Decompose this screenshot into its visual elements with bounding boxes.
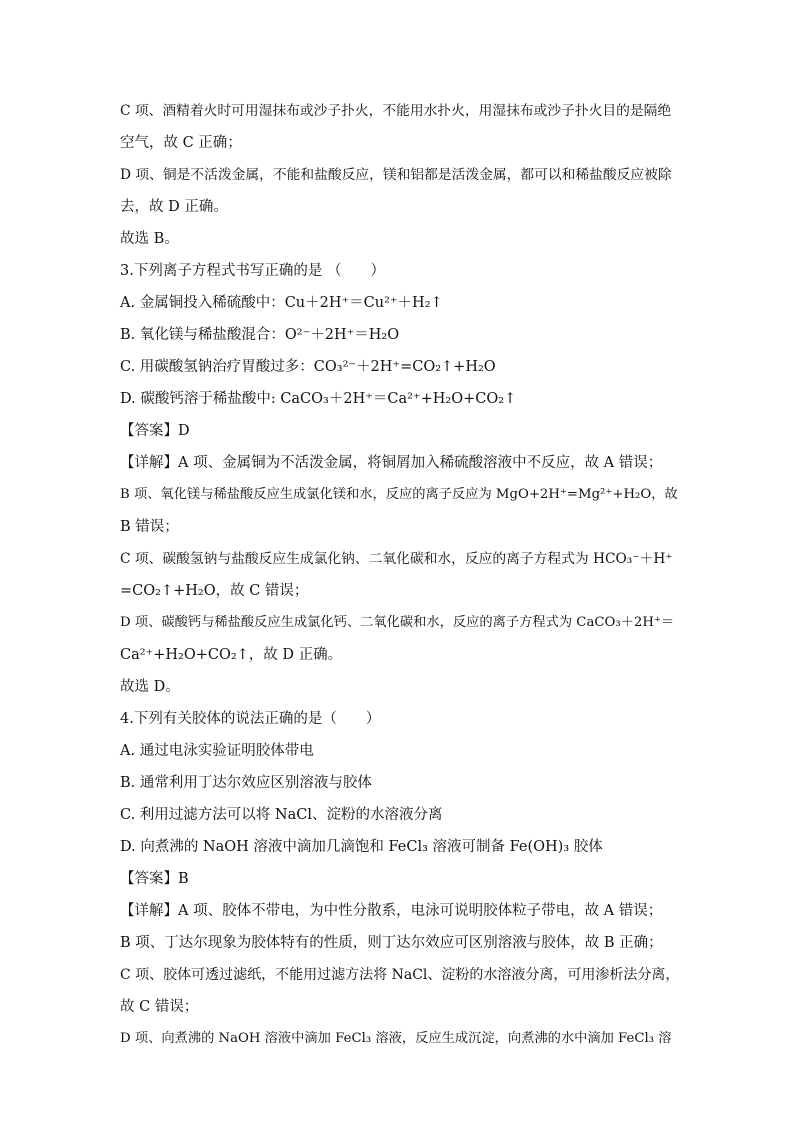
explanation-line: B 项、氧化镁与稀盐酸反应生成氯化镁和水，反应的离子反应为 MgO+2H⁺=Mg²⁺+H₂O，故: [120, 487, 678, 502]
explanation-line: 故 C 错误；: [120, 999, 199, 1015]
option-c: C. 利用过滤方法可以将 NaCl、淀粉的水溶液分离: [120, 807, 443, 823]
explanation-line: D 项、向煮沸的 NaOH 溶液中滴加 FeCl₃ 溶液，反应生成沉淀，向煮沸的水中滴加 FeCl₃ 溶: [120, 1031, 672, 1046]
explanation-line: B 错误；: [120, 519, 179, 535]
text-line: 去，故 D 正确。: [120, 199, 228, 215]
option-c: C. 用碳酸氢钠治疗胃酸过多：CO₃²⁻＋2H⁺=CO₂↑+H₂O: [120, 359, 496, 375]
text-line: C 项、酒精着火时可用湿抹布或沙子扑火，不能用水扑火，用湿抹布或沙子扑火目的是隔绝: [120, 103, 672, 119]
text-line: 空气，故 C 正确；: [120, 135, 242, 151]
explanation-line: C 项、胶体可透过滤纸，不能用过滤方法将 NaCl、淀粉的水溶液分离，可用渗析法分离，: [120, 967, 680, 983]
text-line: D 项、铜是不活泼金属，不能和盐酸反应，镁和铝都是活泼金属，都可以和稀盐酸反应被除: [120, 167, 672, 183]
question-3-stem: 3.下列离子方程式书写正确的是 （ ）: [120, 263, 385, 279]
explanation-line: 【详解】A 项、胶体不带电，为中性分散系，电泳可说明胶体粒子带电，故 A 错误；: [120, 903, 663, 919]
question-4-stem: 4.下列有关胶体的说法正确的是（ ）: [120, 711, 381, 727]
option-d: D. 向煮沸的 NaOH 溶液中滴加几滴饱和 FeCl₃ 溶液可制备 Fe(OH)₃ 胶体: [120, 839, 603, 855]
option-b: B. 通常利用丁达尔效应区别溶液与胶体: [120, 775, 372, 791]
explanation-line: C 项、碳酸氢钠与盐酸反应生成氯化钠、二氧化碳和水，反应的离子方程式为 HCO₃⁻＋H⁺: [120, 551, 673, 567]
text-line: 故选 B。: [120, 231, 179, 247]
answer-label: 【答案】D: [120, 423, 190, 439]
option-b: B. 氧化镁与稀盐酸混合：O²⁻＋2H⁺＝H₂O: [120, 327, 400, 343]
explanation-line: 【详解】A 项、金属铜为不活泼金属，将铜屑加入稀硫酸溶液中不反应，故 A 错误；: [120, 455, 663, 471]
text-line: 故选 D。: [120, 679, 180, 695]
option-d: D. 碳酸钙溶于稀盐酸中: CaCO₃＋2H⁺＝Ca²⁺+H₂O+CO₂↑: [120, 391, 517, 407]
explanation-line: B 项、丁达尔现象为胶体特有的性质，则丁达尔效应可区别溶液与胶体，故 B 正确；: [120, 935, 663, 951]
explanation-line: Ca²⁺+H₂O+CO₂↑，故 D 正确。: [120, 647, 343, 663]
answer-label: 【答案】B: [120, 871, 189, 887]
explanation-line: D 项、碳酸钙与稀盐酸反应生成氯化钙、二氧化碳和水，反应的离子方程式为 CaCO₃＋2H⁺＝: [120, 615, 675, 630]
explanation-line: =CO₂↑+H₂O，故 C 错误；: [120, 583, 309, 599]
option-a: A. 通过电泳实验证明胶体带电: [120, 743, 314, 759]
option-a: A. 金属铜投入稀硫酸中：Cu＋2H⁺＝Cu²⁺＋H₂↑: [120, 295, 443, 311]
